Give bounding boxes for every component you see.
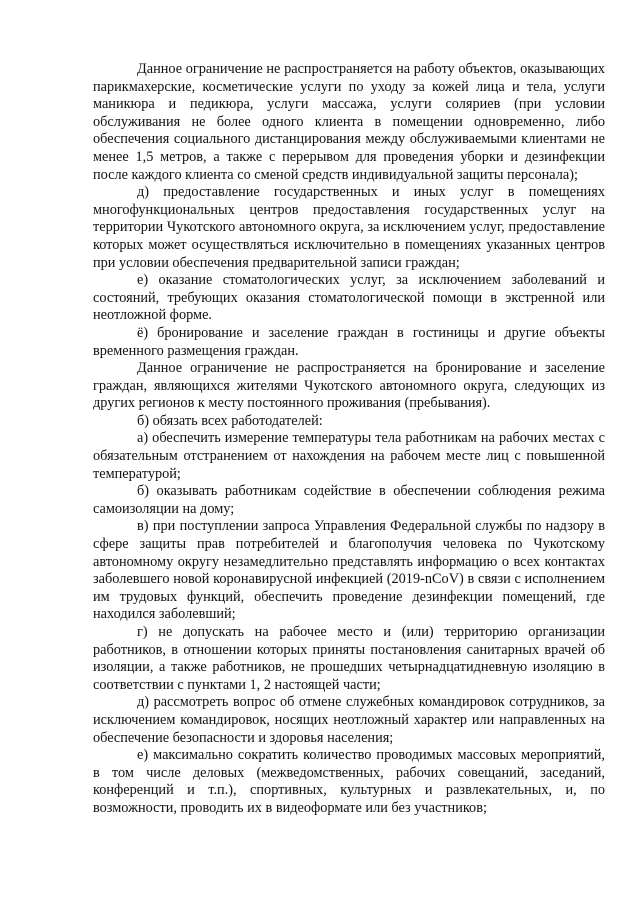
paragraph-item-d-business-trips: д) рассмотреть вопрос об отмене служебных командировок сотрудников, за исключением командировок, носящих неотложный характер или направленных на обеспечение безопасности и здоровья населения;: [93, 694, 605, 746]
paragraph-item-b-self-isolation: б) оказывать работникам содействие в обеспечении соблюдения режима самоизоляции на дому;: [93, 483, 605, 517]
paragraph-item-e-dental: е) оказание стоматологических услуг, за исключением заболеваний и состояний, требующих оказания стоматологической помощи в экстренной или неотложной форме.: [93, 272, 605, 324]
paragraph-item-v-contacts: в) при поступлении запроса Управления Федеральной службы по надзору в сфере защиты прав потребителей и благополучия человека по Чукотскому автономному округу незамедлительно представлять информацию о всех контактах заболевшего новой коронавирусной инфекцией (2019-nCoV) в связи с исполнением им трудовых функций, обеспечить проведение дезинфекции помещений, где находился заболевший;: [93, 518, 605, 623]
paragraph-hotel-exception: Данное ограничение не распространяется на бронирование и заселение граждан, являющихся жителями Чукотского автономного округа, следующих из других регионов к месту постоянного проживания (пребывания).: [93, 360, 605, 412]
document-body: [93, 61, 605, 818]
paragraph-item-d-public-services: д) предоставление государственных и иных услуг в помещениях многофункциональных центров предоставления государственных услуг на территории Чукотского автономного округа, за исключением услуг, предоставление которых может осуществляться исключительно в помещениях указанных центров при условии обеспечения предварительной записи граждан;: [93, 184, 605, 271]
paragraph-salon-exception: Данное ограничение не распространяется на работу объектов, оказывающих парикмахерские, косметические услуги по уходу за кожей лица и тела, услуги маникюра и педикюра, услуги массажа, услуги соляриев (при условии обслуживания не более одного клиента в помещении одновременно, либо обеспечения социального дистанцирования между обслуживаемыми клиентами не менее 1,5 метров, а также с перерывом для проведения уборки и дезинфекции после каждого клиента со сменой средств индивидуальной защиты персонала);: [93, 61, 605, 183]
paragraph-item-e-mass-events: е) максимально сократить количество проводимых массовых мероприятий, в том числе деловых (межведомственных, рабочих совещаний, заседаний, конференций и т.п.), спортивных, культурных и развлекательных, и, по возможности, проводить их в видеоформате или без участников;: [93, 747, 605, 816]
paragraph-item-yo-hotels: ё) бронирование и заселение граждан в гостиницы и другие объекты временного размещения граждан.: [93, 324, 605, 359]
paragraph-employers-heading: б) обязать всех работодателей:: [137, 412, 323, 429]
paragraph-item-g-workplace-access: г) не допускать на рабочее место и (или) территорию организации работников, в отношении которых приняты постановления санитарных врачей об изоляции, а также работников, не прошедших четырнадцатидневную изоляцию в соответствии с пунктами 1, 2 настоящей части;: [93, 624, 605, 693]
paragraph-item-a-temperature: а) обеспечить измерение температуры тела работникам на рабочих местах с обязательным отстранением от нахождения на рабочем месте лиц с повышенной температурой;: [93, 430, 605, 482]
